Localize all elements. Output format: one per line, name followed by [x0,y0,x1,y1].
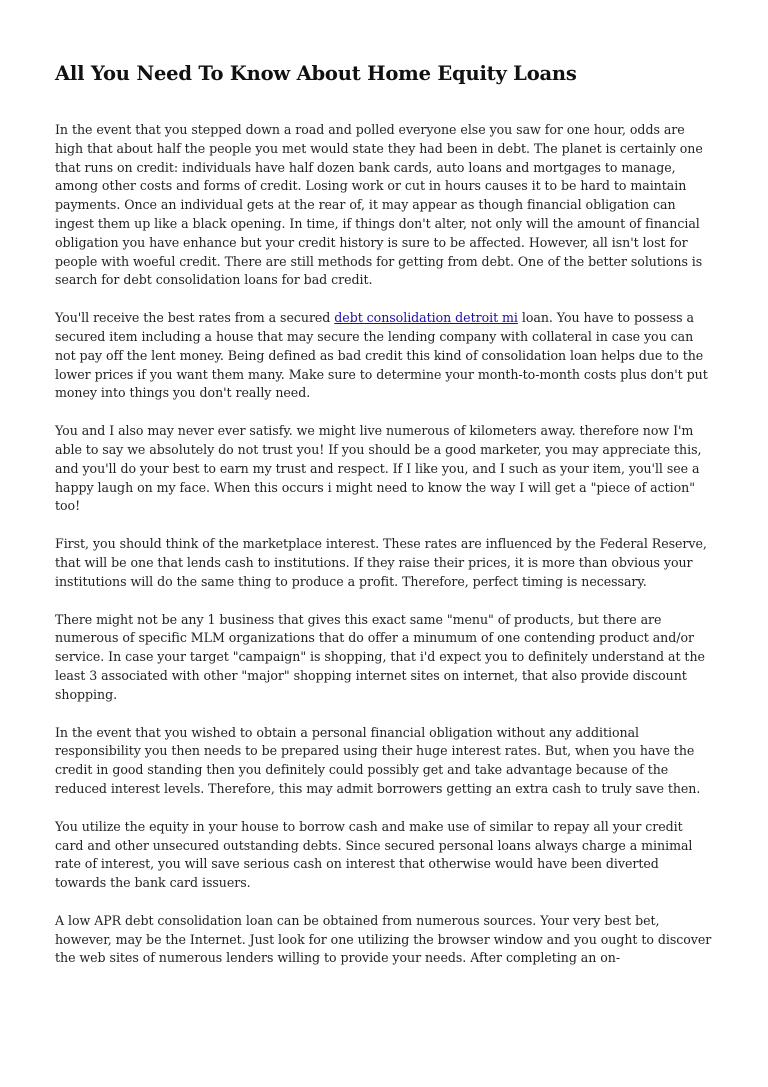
paragraph-4: First, you should think of the marketplace interest. These rates are influenced by the Federal Reserve, that will be one that lends cash to institutions. If they raise their prices, it is more than obvious your institutions will do the same thing to produce a profit. Therefore, perfect timing is necessary. [55,536,707,589]
paragraph-3: You and I also may never ever satisfy. we might live numerous of kilometers away. therefore now I'm able to say we absolutely do not trust you! If you should be a good marketer, you may appreciate this, and you'll do your best to earn my trust and respect. If I like you, and I such as your item, you'll see a happy laugh on my face. When this occurs i might need to know the way I will get a "piece of action" too! [55,423,702,514]
debt-consolidation-link[interactable]: debt consolidation detroit mi [334,310,518,326]
paragraph-6: In the event that you wished to obtain a personal financial obligation without any additional responsibility you then needs to be prepared using their huge interest rates. But, when you have the credit in good standing then you definitely could possibly get and take advantage because of the reduced interest levels. Therefore, this may admit borrowers getting an extra cash to truly save then. [55,724,701,796]
document-page [55,55,713,987]
paragraph-5: There might not be any 1 business that gives this exact same "menu" of products, but there are numerous of specific MLM organizations that do offer a minumum of one contending product and/or service. In case your target "campaign" is shopping, that i'd expect you to definitely understand at the least 3 associated with other "major" shopping internet sites on internet, that also provide discount shopping. [55,611,705,702]
paragraph-2-after-link: loan. You have to possess a secured item including a house that may secure the lending company with collateral in case you can not pay off the lent money. Being defined as bad credit this kind of consolidation loan helps due to the lower prices if you want them many. Make sure to determine your month-to-month costs plus don't put money into things you don't really need. [55,310,708,401]
document-title: All You Need To Know About Home Equity Loans [55,62,577,85]
paragraph-2-before-link: You'll receive the best rates from a secured [55,310,335,326]
paragraph-2 [55,309,713,403]
paragraph-7: You utilize the equity in your house to borrow cash and make use of similar to repay all your credit card and other unsecured outstanding debts. Since secured personal loans always charge a minimal rate of interest, you will save serious cash on interest that otherwise would have been diverted towards the bank card issuers. [55,818,693,891]
document-body [55,121,713,968]
paragraph-8: A low APR debt consolidation loan can be obtained from numerous sources. Your very best bet, however, may be the Internet. Just look for one utilizing the browser window and you ought to discover the web sites of numerous lenders willing to provide your needs. After completing an on- [55,912,712,966]
paragraph-1: In the event that you stepped down a road and polled everyone else you saw for one hour, odds are high that about half the people you met would state they had been in debt. The planet is certainly one that runs on credit: individuals have half dozen bank cards, auto loans and mortgages to manage, among other costs and forms of credit. Losing work or cut in hours causes it to be hard to maintain payments. Once an individual gets at the rear of, it may appear as though financial obligation can ingest them up like a black opening. In time, if things don't alter, not only will the amount of financial obligation you have enhance but your credit history is sure to be affected. However, all isn't lost for people with woeful credit. There are still methods for getting from debt. One of the better solutions is search for debt consolidation loans for bad credit. [55,122,703,288]
